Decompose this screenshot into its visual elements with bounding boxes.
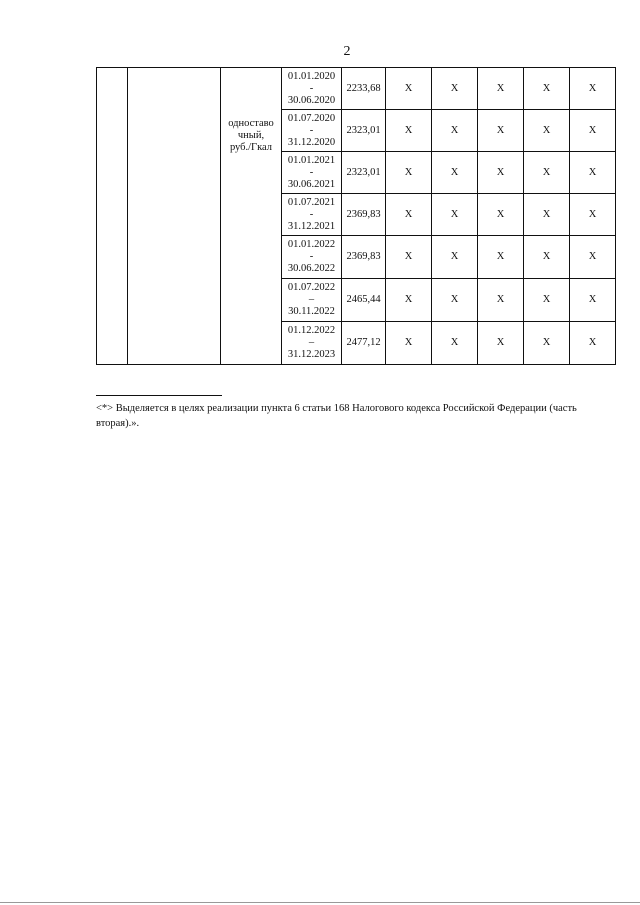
period-end: 30.06.2020 (287, 94, 336, 106)
period-cell (282, 110, 342, 152)
x-mark-cell: X (570, 322, 616, 365)
period-end: 30.06.2022 (287, 263, 336, 274)
x-mark-cell: X (570, 68, 616, 110)
period-start: 01.07.2020 (287, 112, 336, 124)
period-cell (282, 68, 342, 110)
table-row (97, 68, 616, 110)
x-mark-cell: X (432, 68, 478, 110)
period-separator: – (308, 337, 315, 348)
tariff-value: 2323,01 (342, 110, 386, 152)
period-start: 01.01.2020 (287, 70, 336, 82)
x-mark-cell: X (524, 322, 570, 365)
x-mark-cell: X (570, 236, 616, 279)
x-mark-cell: X (478, 110, 524, 152)
x-mark-cell: X (524, 236, 570, 279)
period-end: 31.12.2023 (287, 349, 336, 360)
period-separator: – (308, 294, 315, 305)
x-mark-cell: X (386, 68, 432, 110)
x-mark-cell: X (570, 110, 616, 152)
x-mark-cell: X (478, 279, 524, 322)
x-mark-cell: X (524, 68, 570, 110)
x-mark-cell: X (386, 152, 432, 194)
x-mark-cell: X (432, 236, 478, 279)
tariff-table-body (97, 68, 616, 365)
unit-cell (221, 68, 282, 365)
tariff-value: 2369,83 (342, 194, 386, 236)
x-mark-cell: X (524, 279, 570, 322)
empty-cell-col2 (128, 68, 221, 365)
x-mark-cell: X (524, 110, 570, 152)
page-bottom-edge (0, 902, 640, 903)
x-mark-cell: X (478, 322, 524, 365)
period-start: 01.07.2022 (287, 282, 336, 293)
x-mark-cell: X (432, 110, 478, 152)
x-mark-cell: X (386, 194, 432, 236)
period-separator: - (309, 82, 314, 94)
period-start: 01.01.2021 (287, 154, 336, 166)
period-separator: - (309, 208, 314, 220)
period-cell (282, 152, 342, 194)
x-mark-cell: X (478, 152, 524, 194)
footnote-rule (96, 395, 222, 396)
x-mark-cell: X (478, 68, 524, 110)
period-separator: - (309, 251, 314, 262)
period-end: 31.12.2020 (287, 136, 336, 148)
period-end: 31.12.2021 (287, 220, 336, 232)
period-separator: - (309, 166, 314, 178)
tariff-value: 2369,83 (342, 236, 386, 279)
x-mark-cell: X (386, 236, 432, 279)
x-mark-cell: X (570, 152, 616, 194)
tariff-value: 2323,01 (342, 152, 386, 194)
page-number: 2 (343, 44, 351, 59)
x-mark-cell: X (386, 110, 432, 152)
x-mark-cell: X (524, 152, 570, 194)
x-mark-cell: X (386, 279, 432, 322)
period-cell (282, 279, 342, 322)
x-mark-cell: X (386, 322, 432, 365)
tariff-table (96, 67, 616, 365)
x-mark-cell: X (432, 322, 478, 365)
period-end: 30.06.2021 (287, 178, 336, 190)
x-mark-cell: X (570, 194, 616, 236)
period-end: 30.11.2022 (288, 306, 335, 317)
x-mark-cell: X (478, 194, 524, 236)
tariff-value: 2233,68 (342, 68, 386, 110)
x-mark-cell: X (432, 194, 478, 236)
tariff-value: 2465,44 (342, 279, 386, 322)
x-mark-cell: X (524, 194, 570, 236)
period-separator: - (309, 124, 314, 136)
period-start: 01.01.2022 (287, 239, 336, 250)
x-mark-cell: X (432, 279, 478, 322)
unit-label: одноставо чный, руб./Гкал (228, 118, 274, 153)
period-cell (282, 236, 342, 279)
period-start: 01.07.2021 (287, 196, 336, 208)
x-mark-cell: X (432, 152, 478, 194)
tariff-value: 2477,12 (342, 322, 386, 365)
x-mark-cell: X (570, 279, 616, 322)
period-cell (282, 322, 342, 365)
period-start: 01.12.2022 (287, 325, 336, 336)
period-cell (282, 194, 342, 236)
x-mark-cell: X (478, 236, 524, 279)
empty-cell-col1 (97, 68, 128, 365)
footnote: <*> Выделяется в целях реализации пункта 6 статьи 168 Налогового кодекса Российской Федерации (часть вторая).». (96, 403, 577, 429)
